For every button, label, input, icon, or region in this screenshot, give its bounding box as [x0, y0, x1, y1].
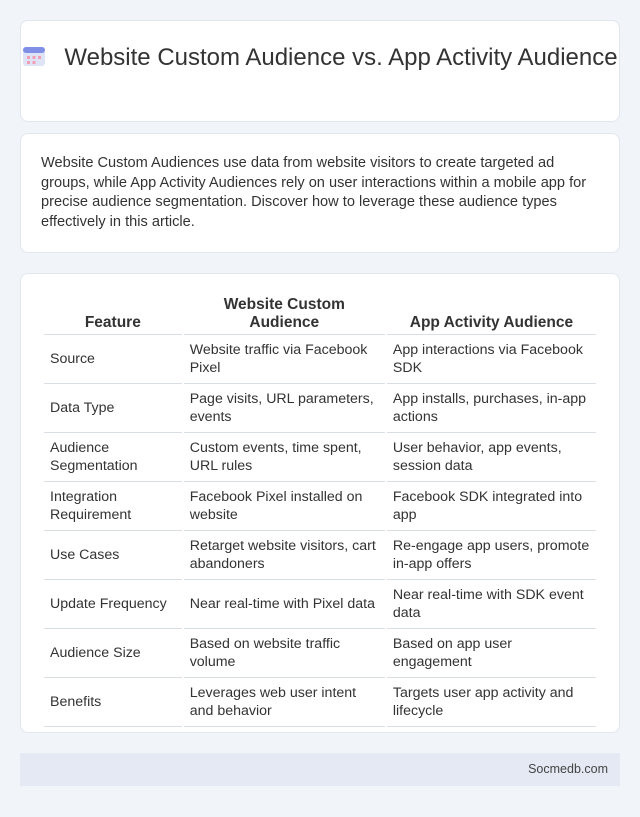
app-cell: User behavior, app events, session data	[387, 433, 596, 482]
comparison-table	[42, 296, 598, 727]
table-row	[44, 433, 596, 482]
header-feature: Feature	[44, 296, 182, 335]
header-website-custom-audience: Website Custom Audience	[184, 296, 385, 335]
feature-cell: Data Type	[44, 384, 182, 433]
calendar-icon	[22, 44, 46, 68]
website-cell: Near real-time with Pixel data	[184, 580, 385, 629]
feature-cell: Update Frequency	[44, 580, 182, 629]
comparison-card	[20, 273, 620, 733]
app-cell: App interactions via Facebook SDK	[387, 335, 596, 384]
feature-cell: Use Cases	[44, 531, 182, 580]
app-cell: Based on app user engagement	[387, 629, 596, 678]
site-credit-link[interactable]: Socmedb.com	[528, 762, 608, 776]
app-cell: Near real-time with SDK event data	[387, 580, 596, 629]
app-cell: Targets user app activity and lifecycle	[387, 678, 596, 727]
table-row	[44, 580, 596, 629]
feature-cell: Audience Segmentation	[44, 433, 182, 482]
footer	[20, 753, 620, 786]
table-row	[44, 531, 596, 580]
table-row	[44, 678, 596, 727]
table-header-row	[44, 296, 596, 335]
website-cell: Website traffic via Facebook Pixel	[184, 335, 385, 384]
app-cell: Facebook SDK integrated into app	[387, 482, 596, 531]
table-row	[44, 482, 596, 531]
website-cell: Custom events, time spent, URL rules	[184, 433, 385, 482]
feature-cell: Audience Size	[44, 629, 182, 678]
intro-paragraph: Website Custom Audiences use data from website visitors to create targeted ad groups, while App Activity Audiences rely on user interactions within a mobile app for precise audience segmentation. Discover how to leverage these audience types effectively in this article.	[41, 155, 587, 230]
website-cell: Based on website traffic volume	[184, 629, 385, 678]
website-cell: Page visits, URL parameters, events	[184, 384, 385, 433]
table-row	[44, 384, 596, 433]
feature-cell: Integration Requirement	[44, 482, 182, 531]
table-row	[44, 335, 596, 384]
website-cell: Leverages web user intent and behavior	[184, 678, 385, 727]
app-cell: App installs, purchases, in-app actions	[387, 384, 596, 433]
header-app-activity-audience: App Activity Audience	[387, 296, 596, 335]
feature-cell: Source	[44, 335, 182, 384]
intro-card	[20, 133, 620, 253]
website-cell: Facebook Pixel installed on website	[184, 482, 385, 531]
feature-cell: Benefits	[44, 678, 182, 727]
app-cell: Re-engage app users, promote in-app offers	[387, 531, 596, 580]
title-card	[20, 20, 620, 122]
website-cell: Retarget website visitors, cart abandoners	[184, 531, 385, 580]
table-row	[44, 629, 596, 678]
page-title: Website Custom Audience vs. App Activity Audience	[64, 44, 618, 71]
